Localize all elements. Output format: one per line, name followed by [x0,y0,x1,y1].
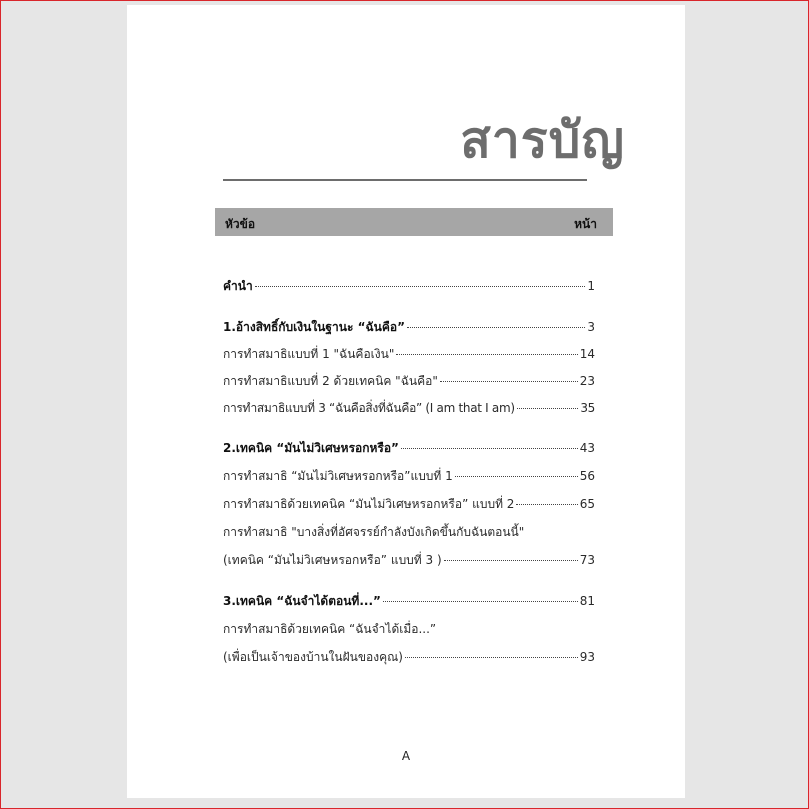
toc-entry-label: การทำสมาธิแบบที่ 2 ด้วยเทคนิค "ฉันคือ" [223,374,438,388]
toc-entry[interactable] [223,372,595,391]
toc-entry-leader [455,476,578,477]
toc-entry-label: การทำสมาธิด้วยเทคนิค “ฉันจำได้เมื่อ...” [223,622,437,636]
toc-entry-leader [516,504,577,505]
toc-entry-label: 2.เทคนิค “มันไม่วิเศษหรอกหรือ” [223,441,399,455]
toc-entry-page: 73 [579,553,595,567]
toc-header-topic: หัวข้อ [225,217,256,231]
toc-entry-label: คำนำ [223,279,253,293]
toc-entry-label: การทำสมาธิ "บางสิ่งที่อัศจรรย์กำลังบังเกิดขึ้นกับฉันตอนนี้" [223,525,525,539]
toc-entry-page: 23 [579,374,595,388]
toc-entry-page: 35 [580,401,595,415]
toc-entry[interactable] [223,648,595,667]
toc-entry-label: การทำสมาธิด้วยเทคนิค “มันไม่วิเศษหรอกหรือ” แบบที่ 2 [223,497,515,511]
toc-entry-label: การทำสมาธิแบบที่ 1 "ฉันคือเงิน" [223,347,395,361]
toc-entry-label: (เทคนิค “มันไม่วิเศษหรอกหรือ” แบบที่ 3 ) [223,553,442,567]
book-page [127,5,685,798]
page-title: สารบัญ [460,111,625,169]
toc-entry-label: การทำสมาธิ “มันไม่วิเศษหรอกหรือ”แบบที่ 1 [223,469,453,483]
toc-entry[interactable] [223,551,595,570]
toc-entry-page: 3 [587,320,595,334]
toc-entry-label: 1.อ้างสิทธิ์กับเงินในฐานะ “ฉันคือ” [223,320,405,334]
toc-entry-page: 1 [587,279,595,293]
toc-entry-label: 3.เทคนิค “ฉันจำได้ตอนที่...” [223,594,381,608]
toc-entry[interactable] [223,523,595,542]
toc-entry-leader [405,657,578,658]
toc-entry-leader [444,560,578,561]
toc-entry-page: 81 [579,594,595,608]
title-underline [223,179,587,181]
toc-entry-page: 56 [579,469,595,483]
toc-entry-label: การทำสมาธิแบบที่ 3 “ฉันคือสิ่งที่ฉันคือ” (I am that I am) [223,401,515,415]
toc-entry[interactable] [223,620,595,639]
toc-entry[interactable] [223,277,595,296]
toc-entry-page: 14 [579,347,595,361]
toc-entry-leader [401,448,578,449]
toc-entry[interactable] [223,467,595,486]
toc-header-page: หน้า [574,217,597,231]
toc-entry-page: 93 [579,650,595,664]
toc-entry-leader [383,601,578,602]
toc-entry-leader [396,354,577,355]
toc-entry[interactable] [223,495,595,514]
page-footer-letter: A [401,749,411,763]
toc-header-bar [215,208,613,236]
toc-entry[interactable] [223,345,595,364]
toc-entry[interactable] [223,399,595,418]
toc-entry-page: 43 [579,441,595,455]
toc-entry-leader [440,381,578,382]
toc-entry-leader [255,286,586,287]
toc-entry-label: (เพื่อเป็นเจ้าของบ้านในฝันของคุณ) [223,650,403,664]
toc-entry-leader [517,408,579,409]
toc-entry-page: 65 [579,497,595,511]
toc-entry[interactable] [223,439,595,458]
toc-entry-leader [407,327,585,328]
toc-entry[interactable] [223,592,595,611]
toc-entry[interactable] [223,318,595,337]
